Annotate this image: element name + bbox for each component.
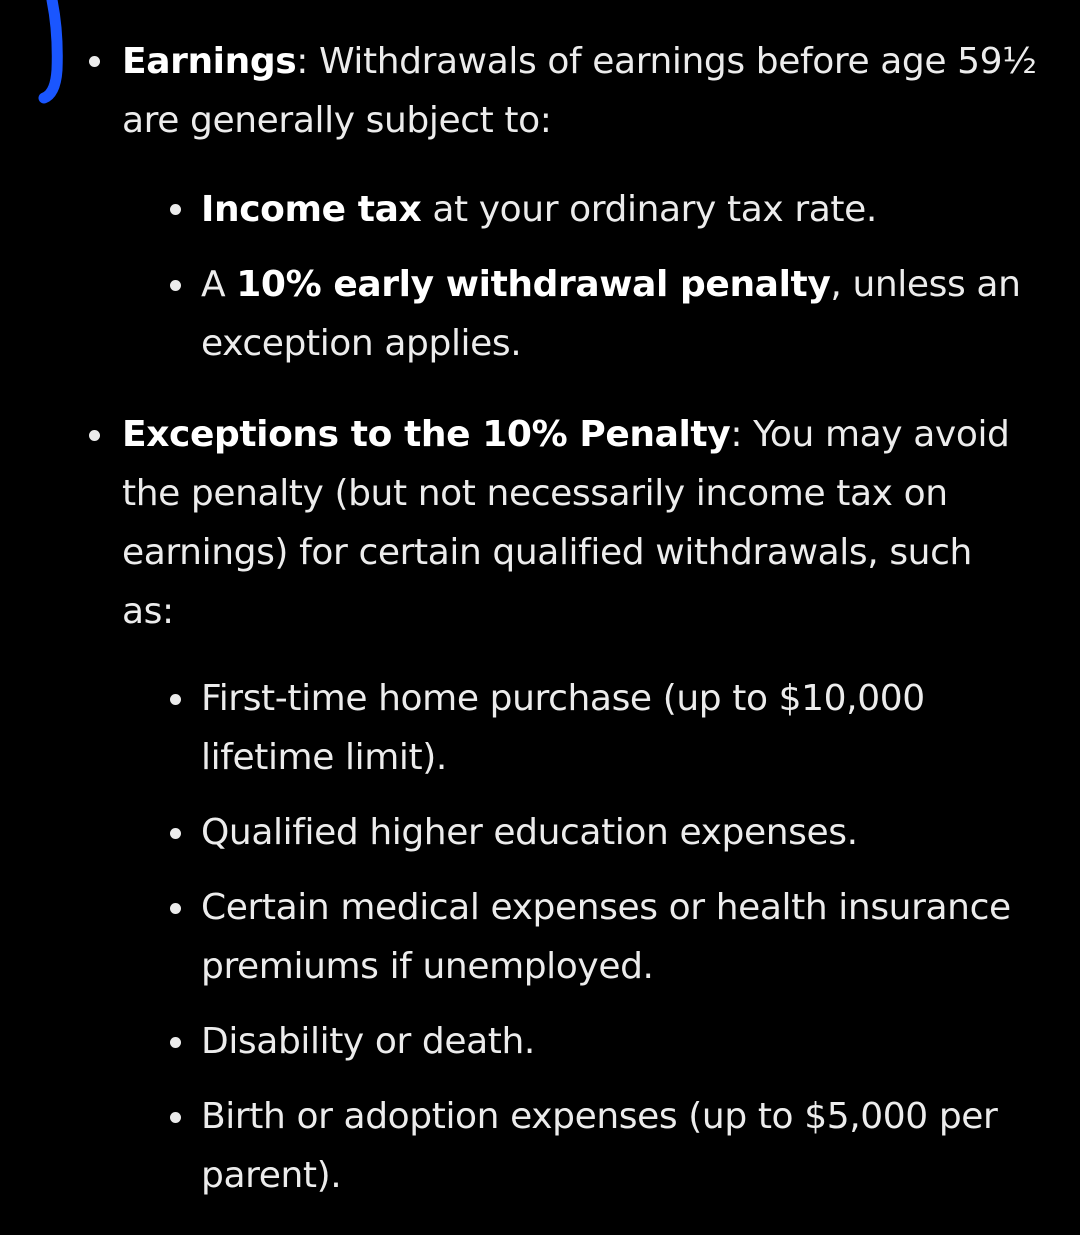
bullet-dot-icon	[89, 430, 100, 441]
bullet-dot-icon	[170, 694, 181, 705]
exceptions-label: Exceptions to the 10% Penalty	[122, 414, 731, 455]
bullet-dot-icon	[89, 56, 100, 67]
bullet-dot-icon	[170, 903, 181, 914]
list-item-earnings	[122, 32, 1037, 150]
list-item-home-purchase: First-time home purchase (up to $10,000 lifetime limit).	[201, 678, 925, 778]
blue-marker-stroke-icon	[38, 0, 68, 104]
bullet-dot-icon	[170, 204, 181, 215]
list-item-disability: Disability or death.	[201, 1021, 535, 1062]
income-tax-label: Income tax	[201, 189, 422, 230]
earnings-label: Earnings	[122, 41, 297, 82]
bullet-dot-icon	[170, 1037, 181, 1048]
list-item-birth-adoption: Birth or adoption expenses (up to $5,000 per parent).	[201, 1096, 998, 1196]
earnings-line-2: are generally subject to:	[122, 100, 552, 141]
list-item-exceptions: Exceptions to the 10% Penalty: You may avoid the penalty (but not necessarily income tax on earnings) for certain qualified withdrawals, such as:	[122, 414, 1010, 632]
earnings-line-1: Earnings: Withdrawals of earnings before age 59½	[122, 41, 1037, 82]
penalty-label: 10% early withdrawal penalty	[236, 264, 831, 305]
bullet-dot-icon	[170, 828, 181, 839]
list-item-penalty: A 10% early withdrawal penalty, unless an exception applies.	[201, 264, 1021, 364]
list-item-income-tax: Income tax at your ordinary tax rate.	[201, 189, 877, 230]
bullet-dot-icon	[170, 280, 181, 291]
bullet-dot-icon	[170, 1112, 181, 1123]
list-item-education: Qualified higher education expenses.	[201, 812, 858, 853]
list-item-medical: Certain medical expenses or health insurance premiums if unemployed.	[201, 887, 1011, 987]
